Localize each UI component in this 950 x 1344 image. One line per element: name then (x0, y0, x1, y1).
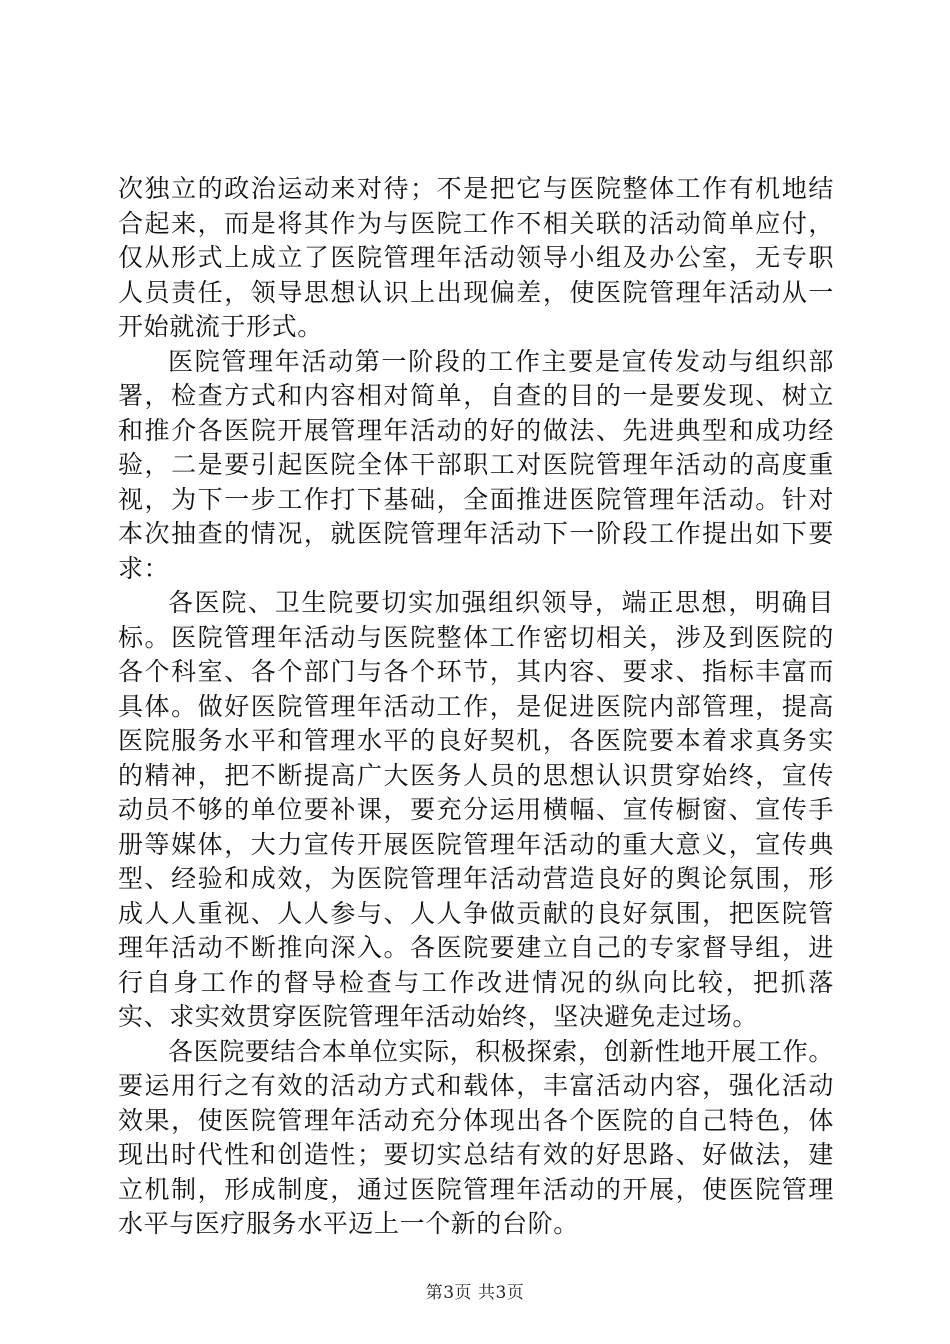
page-number-footer: 第3页 共3页 (425, 1283, 525, 1303)
paragraph-2: 医院管理年活动第一阶段的工作主要是宣传发动与组织部署，检查方式和内容相对简单，自查的目的一是要发现、树立和推介各医院开展管理年活动的好的做法、先进典型和成功经验，二是要引起医院全体干部职工对医院管理年活动的高度重视，为下一步工作打下基础，全面推进医院管理年活动。针对本次抽查的情况，就医院管理年活动下一阶段工作提出如下要求： (118, 346, 834, 583)
paragraph-4: 各医院要结合本单位实际，积极探索，创新性地开展工作。要运用行之有效的活动方式和载体，丰富活动内容，强化活动效果，使医院管理年活动充分体现出各个医院的自己特色，体现出时代性和创造性；要切实总结有效的好思路、好做法，建立机制，形成制度，通过医院管理年活动的开展，使医院管理水平与医疗服务水平迈上一个新的台阶。 (118, 1036, 834, 1238)
paragraph-3: 各医院、卫生院要切实加强组织领导，端正思想，明确目标。医院管理年活动与医院整体工作密切相关，涉及到医院的各个科室、各个部门与各个环节，其内容、要求、指标丰富而具体。做好医院管理年活动工作，是促进医院内部管理，提高医院服务水平和管理水平的良好契机，各医院要本着求真务实的精神，把不断提高广大医务人员的思想认识贯穿始终，宣传动员不够的单位要补课，要充分运用横幅、宣传橱窗、宣传手册等媒体，大力宣传开展医院管理年活动的重大意义，宣传典型、经验和成效，为医院管理年活动营造良好的舆论氛围，形成人人重视、人人参与、人人争做贡献的良好氛围，把医院管理年活动不断推向深入。各医院要建立自己的专家督导组，进行自身工作的督导检查与工作改进情况的纵向比较，把抓落实、求实效贯穿医院管理年活动始终，坚决避免走过场。 (118, 588, 834, 1031)
paragraph-1: 次独立的政治运动来对待；不是把它与医院整体工作有机地结合起来，而是将其作为与医院工作不相关联的活动简单应付，仅从形式上成立了医院管理年活动领导小组及办公室，无专职人员责任，领导思想认识上出现偏差，使医院管理年活动从一开始就流于形式。 (118, 174, 834, 341)
document-body (118, 172, 834, 1242)
